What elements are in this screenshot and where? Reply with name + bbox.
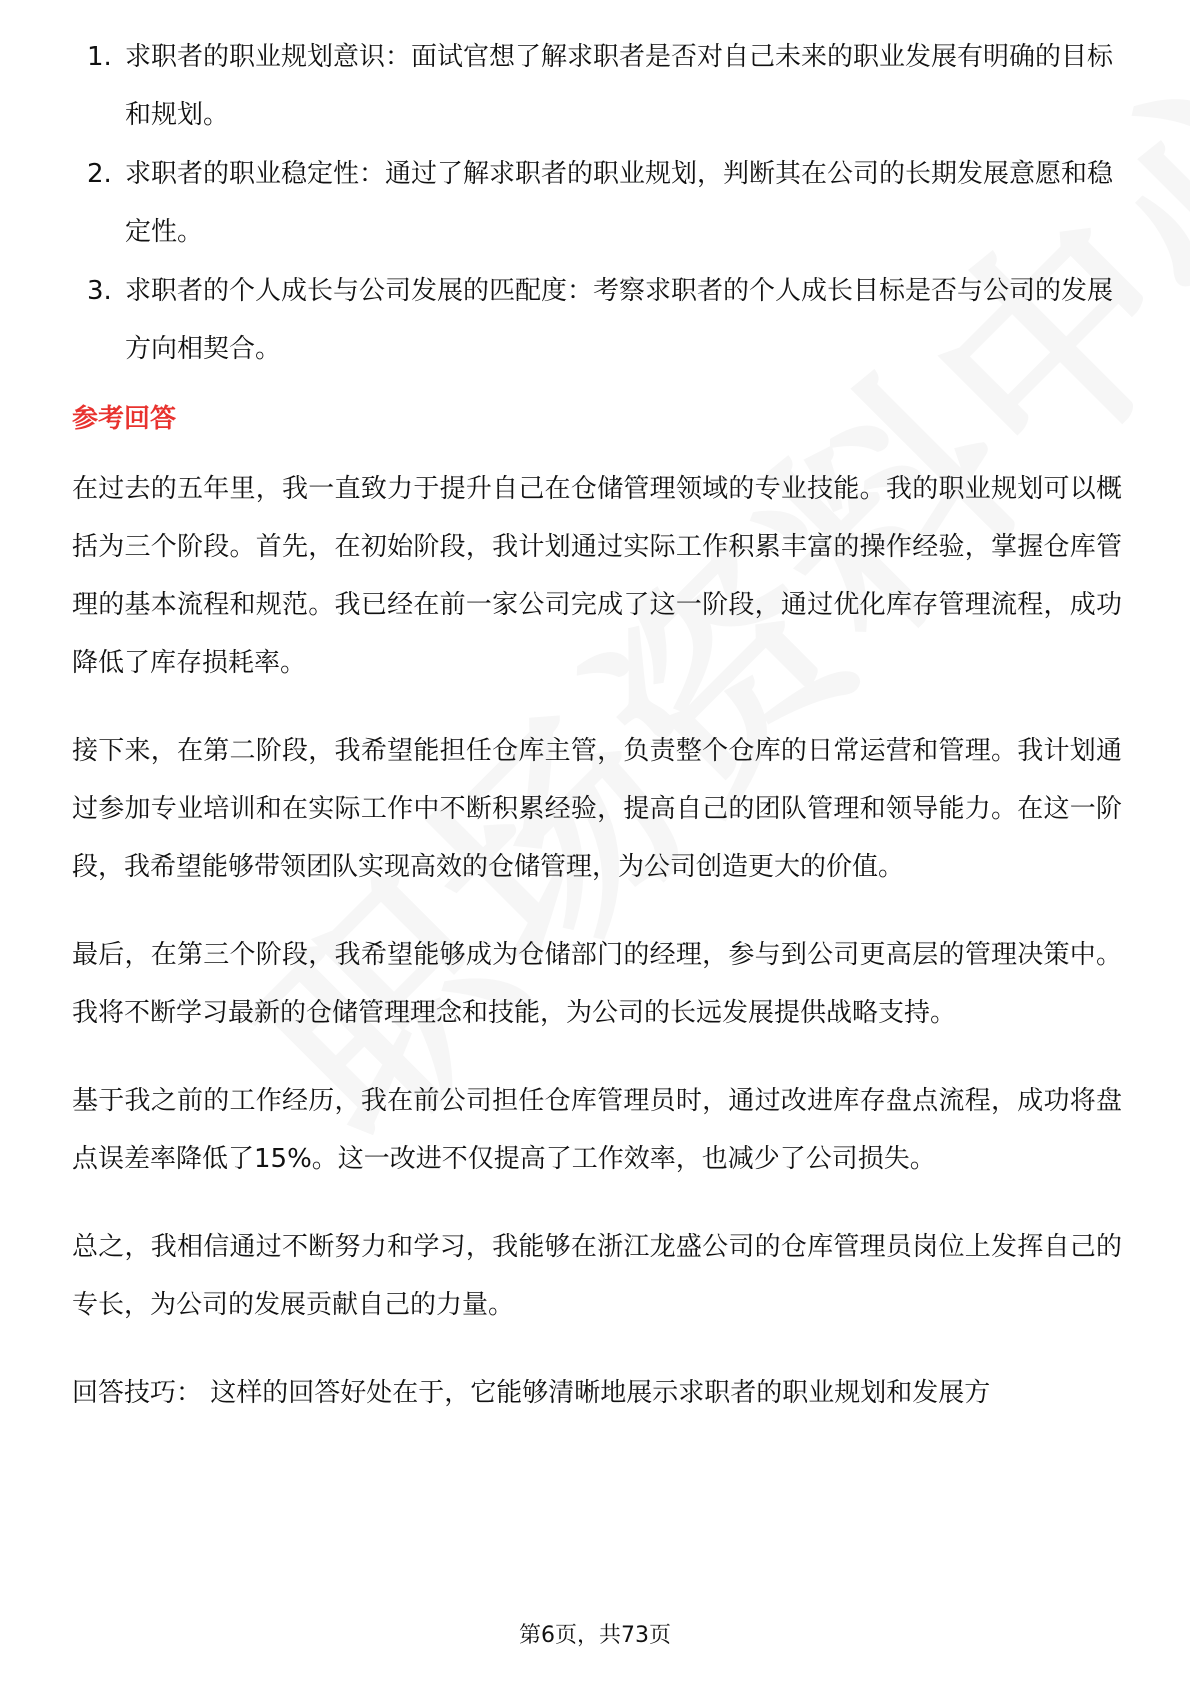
answer-paragraph: 基于我之前的工作经历，我在前公司担任仓库管理员时，通过改进库存盘点流程，成功将盘点误差率降低了15%。这一改进不仅提高了工作效率，也减少了公司损失。 [72, 1086, 1122, 1174]
list-item-text: 求职者的个人成长与公司发展的匹配度：考察求职者的个人成长目标是否与公司的发展方向相契合。 [125, 276, 1114, 364]
list-item-number: 3. [87, 276, 112, 306]
answer-paragraph: 总之，我相信通过不断努力和学习，我能够在浙江龙盛公司的仓库管理员岗位上发挥自己的专长，为公司的发展贡献自己的力量。 [72, 1232, 1122, 1320]
answer-paragraph: 在过去的五年里，我一直致力于提升自己在仓储管理领域的专业技能。我的职业规划可以概括为三个阶段。首先，在初始阶段，我计划通过实际工作积累丰富的操作经验，掌握仓库管理的基本流程和规范。我已经在前一家公司完成了这一阶段，通过优化库存管理流程，成功降低了库存损耗率。 [72, 474, 1122, 678]
list-item [72, 262, 1122, 378]
section-title: 参考回答 [72, 404, 177, 434]
list-item-number: 2. [87, 159, 112, 189]
list-item-number: 1. [87, 42, 112, 72]
answer-paragraph: 最后，在第三个阶段，我希望能够成为仓储部门的经理，参与到公司更高层的管理决策中。我将不断学习最新的仓储管理理念和技能，为公司的长远发展提供战略支持。 [72, 940, 1122, 1028]
list-item-text: 求职者的职业规划意识：面试官想了解求职者是否对自己未来的职业发展有明确的目标和规划。 [125, 42, 1114, 130]
criteria-list [72, 28, 1122, 378]
tips-paragraph: 回答技巧： 这样的回答好处在于，它能够清晰地展示求职者的职业规划和发展方 [72, 1378, 991, 1408]
list-item-text: 求职者的职业稳定性：通过了解求职者的职业规划，判断其在公司的长期发展意愿和稳定性。 [125, 159, 1114, 247]
list-item [72, 28, 1122, 144]
answer-paragraph: 接下来，在第二阶段，我希望能担任仓库主管，负责整个仓库的日常运营和管理。我计划通过参加专业培训和在实际工作中不断积累经验，提高自己的团队管理和领导能力。在这一阶段，我希望能够带领团队实现高效的仓储管理，为公司创造更大的价值。 [72, 736, 1122, 882]
list-item [72, 145, 1122, 261]
page-content [72, 28, 1122, 1422]
page-number: 第6页，共73页 [519, 1623, 671, 1648]
